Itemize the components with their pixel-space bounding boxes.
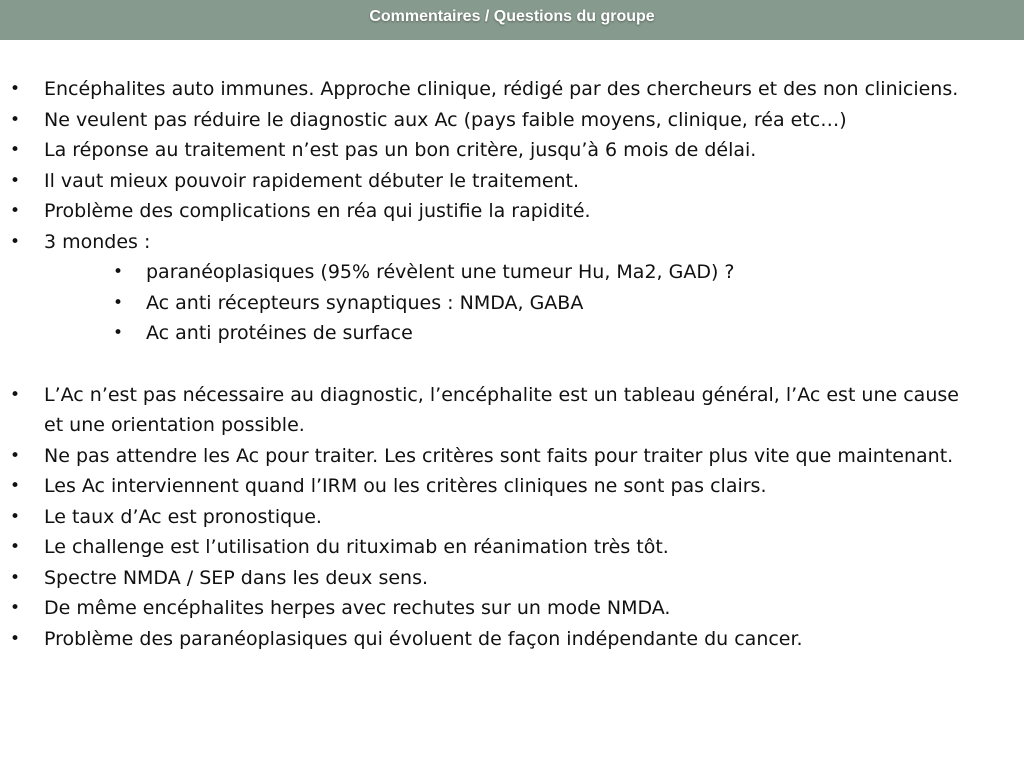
list-spacer <box>0 349 1024 380</box>
bullet-item <box>0 563 1024 594</box>
bullet-text: Problème des paranéoplasiques qui évoluent de façon indépendante du cancer. <box>44 627 803 650</box>
bullet-point-icon: • <box>113 323 124 343</box>
bullet-point-icon: • <box>10 384 21 405</box>
bullet-list-group-2 <box>0 380 1024 655</box>
bullet-text: Spectre NMDA / SEP dans les deux sens. <box>44 566 429 589</box>
bullet-item <box>0 135 1024 166</box>
bullet-point-icon: • <box>10 170 21 191</box>
bullet-item <box>0 74 1024 105</box>
bullet-text: La réponse au traitement n’est pas un bon critère, jusqu’à 6 mois de délai. <box>44 139 757 161</box>
bullet-point-icon: • <box>10 537 21 557</box>
bullet-point-icon: • <box>10 506 21 527</box>
bullet-item <box>0 502 1024 533</box>
bullet-text: Problème des complications en réa qui justifie la rapidité. <box>44 200 591 222</box>
bullet-text: De même encéphalites herpes avec rechutes sur un mode NMDA. <box>44 597 671 619</box>
bullet-point-icon: • <box>10 476 21 496</box>
bullet-point-icon: • <box>113 262 124 282</box>
bullet-point-icon: • <box>10 567 21 588</box>
bullet-list-group-1 <box>0 74 1024 349</box>
bullet-text: Ac anti protéines de surface <box>146 322 413 344</box>
bullet-point-icon: • <box>10 201 21 221</box>
bullet-point-icon: • <box>10 445 21 466</box>
bullet-item <box>0 196 1024 227</box>
bullet-text: Les Ac interviennent quand l’IRM ou les critères cliniques ne sont pas clairs. <box>44 475 767 497</box>
bullet-text: Ne veulent pas réduire le diagnostic aux Ac (pays faible moyens, clinique, réa etc…) <box>44 108 847 131</box>
sub-bullet-item <box>0 318 1024 349</box>
bullet-point-icon: • <box>113 292 124 313</box>
bullet-text: Le challenge est l’utilisation du rituximab en réanimation très tôt. <box>44 536 669 558</box>
bullet-item <box>0 532 1024 563</box>
bullet-text: Ne pas attendre les Ac pour traiter. Les critères sont faits pour traiter plus vite que maintenant. <box>44 444 954 467</box>
bullet-point-icon: • <box>10 628 21 649</box>
bullet-item <box>0 380 1024 441</box>
bullet-point-icon: • <box>10 140 21 160</box>
bullet-item <box>0 441 1024 472</box>
bullet-point-icon: • <box>10 231 21 252</box>
slide-header <box>0 0 1024 40</box>
bullet-point-icon: • <box>10 109 21 130</box>
bullet-text: Encéphalites auto immunes. Approche clinique, rédigé par des chercheurs et des non cliniciens. <box>44 78 959 100</box>
bullet-item <box>0 471 1024 502</box>
bullet-text: Ac anti récepteurs synaptiques : NMDA, GABA <box>146 291 584 314</box>
bullet-item <box>0 166 1024 197</box>
slide-title: Commentaires / Questions du groupe <box>369 8 655 25</box>
bullet-text: Il vaut mieux pouvoir rapidement débuter le traitement. <box>44 169 580 192</box>
bullet-point-icon: • <box>10 79 21 99</box>
bullet-point-icon: • <box>10 598 21 618</box>
bullet-item <box>0 593 1024 624</box>
bullet-text: paranéoplasiques (95% révèlent une tumeur Hu, Ma2, GAD) ? <box>146 261 735 283</box>
bullet-text: 3 mondes : <box>44 230 151 253</box>
bullet-text: L’Ac n’est pas nécessaire au diagnostic, l’encéphalite est un tableau général, l’Ac est une cause et une orientation possible. <box>44 383 959 436</box>
bullet-item <box>0 624 1024 655</box>
slide-content <box>0 74 1024 654</box>
sub-bullet-item <box>0 257 1024 288</box>
bullet-item <box>0 227 1024 258</box>
sub-bullet-item <box>0 288 1024 319</box>
bullet-item <box>0 105 1024 136</box>
bullet-text: Le taux d’Ac est pronostique. <box>44 505 322 528</box>
